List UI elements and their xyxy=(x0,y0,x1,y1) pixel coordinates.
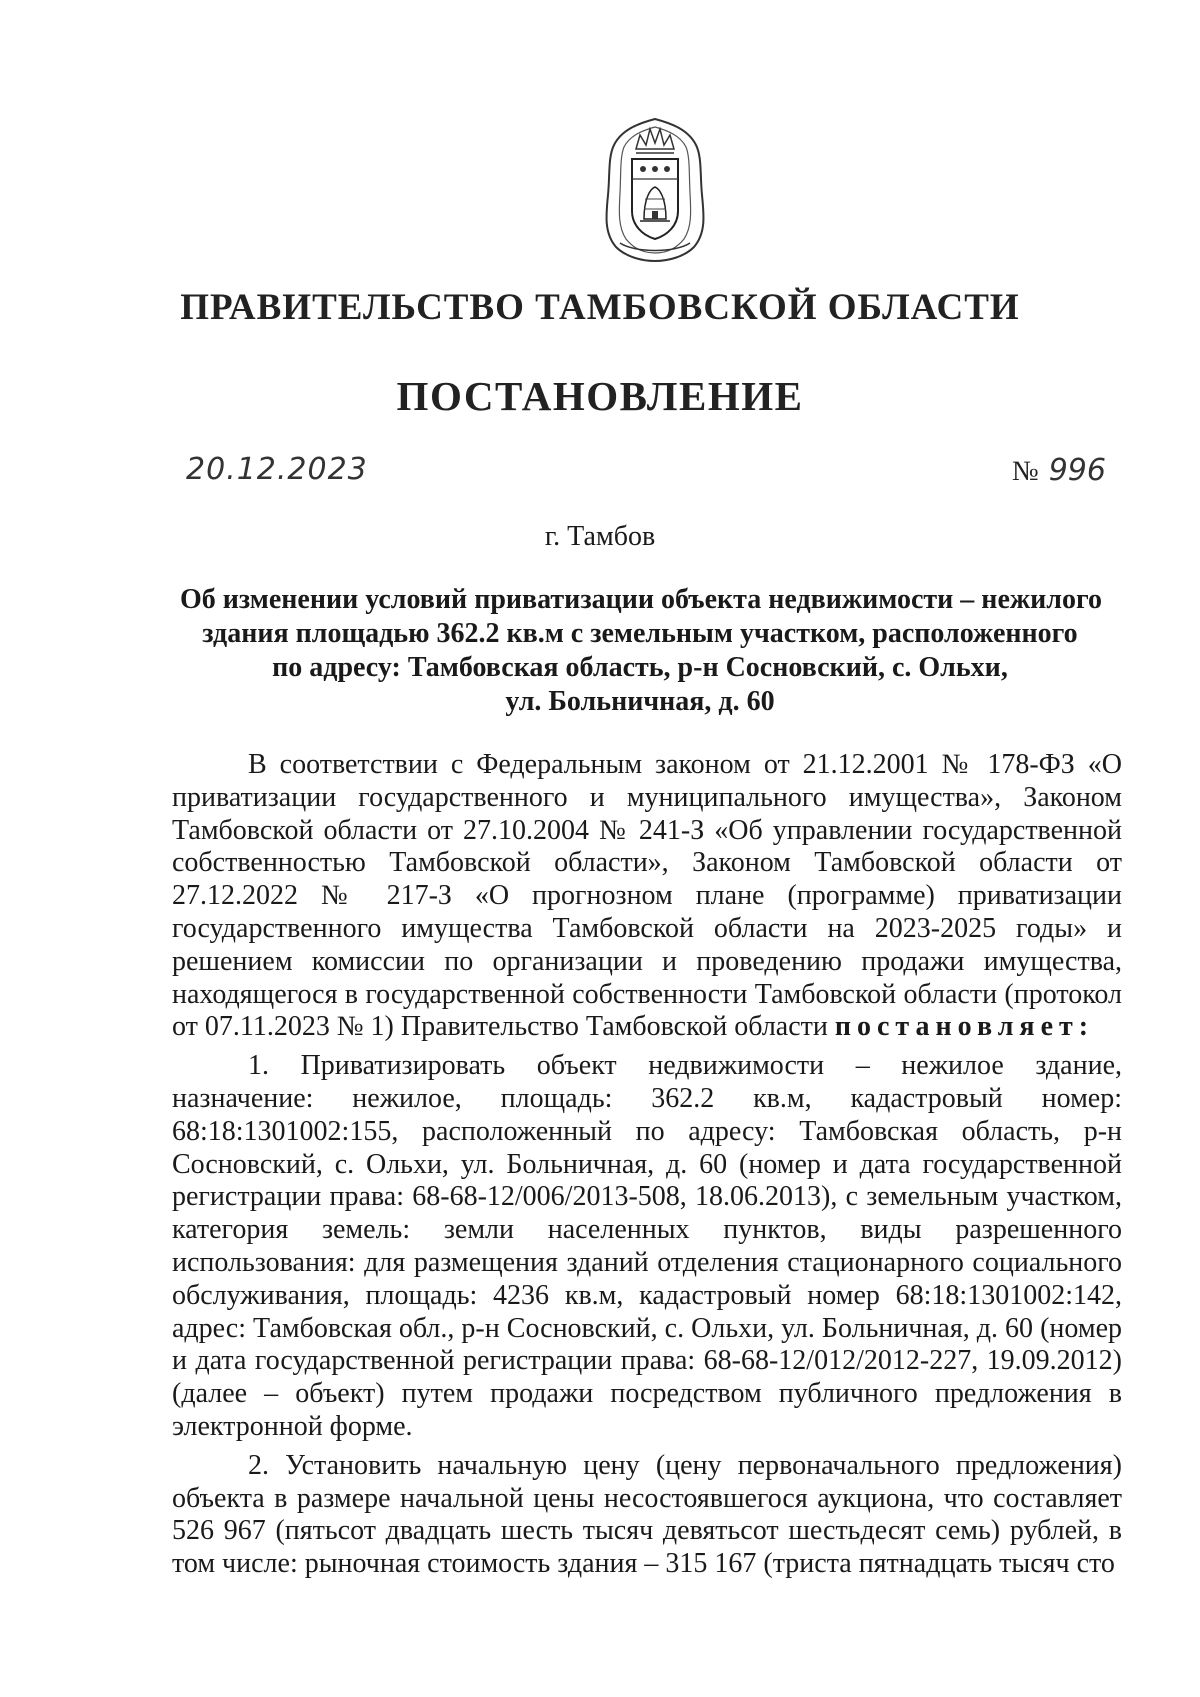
document-date: 20.12.2023 xyxy=(186,452,368,487)
subject-line: здания площадью 362.2 кв.м с земельным участком, расположенного xyxy=(202,618,1078,649)
decree-colon: : xyxy=(1078,1011,1089,1043)
decree-word: постановляет xyxy=(834,1011,1079,1043)
preamble-paragraph xyxy=(172,749,1122,1044)
document-subject xyxy=(180,583,1103,719)
city: г. Тамбов xyxy=(544,521,656,552)
tambov-coat-of-arms-icon xyxy=(600,115,710,263)
subject-line: ул. Больничная, д. 60 xyxy=(505,686,775,717)
subject-line: по адресу: Тамбовская область, р-н Сосновский, с. Ольхи, xyxy=(272,652,1008,683)
item-2-paragraph: 2. Установить начальную цену (цену первоначального предложения) объекта в размере начальной цены несостоявшегося аукциона, что составляет 526 967 (пятьсот двадцать шесть тысяч девятьсот шестьдесят семь) рублей, в том числе: рыночная стоимость здания – 315 167 (триста пятнадцать тысяч сто xyxy=(172,1449,1122,1580)
number-value: 996 xyxy=(1048,453,1106,488)
government-name: ПРАВИТЕЛЬСТВО ТАМБОВСКОЙ ОБЛАСТИ xyxy=(180,287,1020,328)
document-number xyxy=(1012,453,1106,488)
document-body xyxy=(172,749,1122,1581)
preamble-text: В соответствии с Федеральным законом от 21.12.2001 № 178-ФЗ «О приватизации государственного и муниципального имущества», Законом Тамбовской области от 27.10.2004 № 241-З «Об управлении государственной собственностью Тамбовской области», Законом Тамбовской области от 27.12.2022 № 217-З «О прогнозном плане (программе) приватизации государственного имущества Тамбовской области на 2023-2025 годы» и решением комиссии по организации и проведению продажи имущества, находящегося в государственной собственности Тамбовской области (протокол от 07.11.2023 № 1) Правительство Тамбовской области xyxy=(172,749,1122,1043)
document-type: ПОСТАНОВЛЕНИЕ xyxy=(396,373,804,419)
number-label: № xyxy=(1012,456,1039,487)
subject-line: Об изменении условий приватизации объекта недвижимости – нежилого xyxy=(180,584,1103,615)
item-1-paragraph: 1. Приватизировать объект недвижимости – нежилое здание, назначение: нежилое, площадь: 362.2 кв.м, кадастровый номер: 68:18:1301002:155, расположенный по адресу: Тамбовская область, р-н Сосновский, с. Ольхи, ул. Больничная, д. 60 (номер и дата государственной регистрации права: 68-68-12/006/2013-508, 18.06.2013), с земельным участком, категория земель: земли населенных пунктов, виды разрешенного использования: для размещения зданий отделения стационарного социального обслуживания, площадь: 4236 кв.м, кадастровый номер 68:18:1301002:142, адрес: Тамбовская обл., р-н Сосновский, с. Ольхи, ул. Больничная, д. 60 (номер и дата государственной регистрации права: 68-68-12/012/2012-227, 19.09.2012) (далее – объект) путем продажи посредством публичного предложения в электронной форме. xyxy=(172,1050,1122,1442)
